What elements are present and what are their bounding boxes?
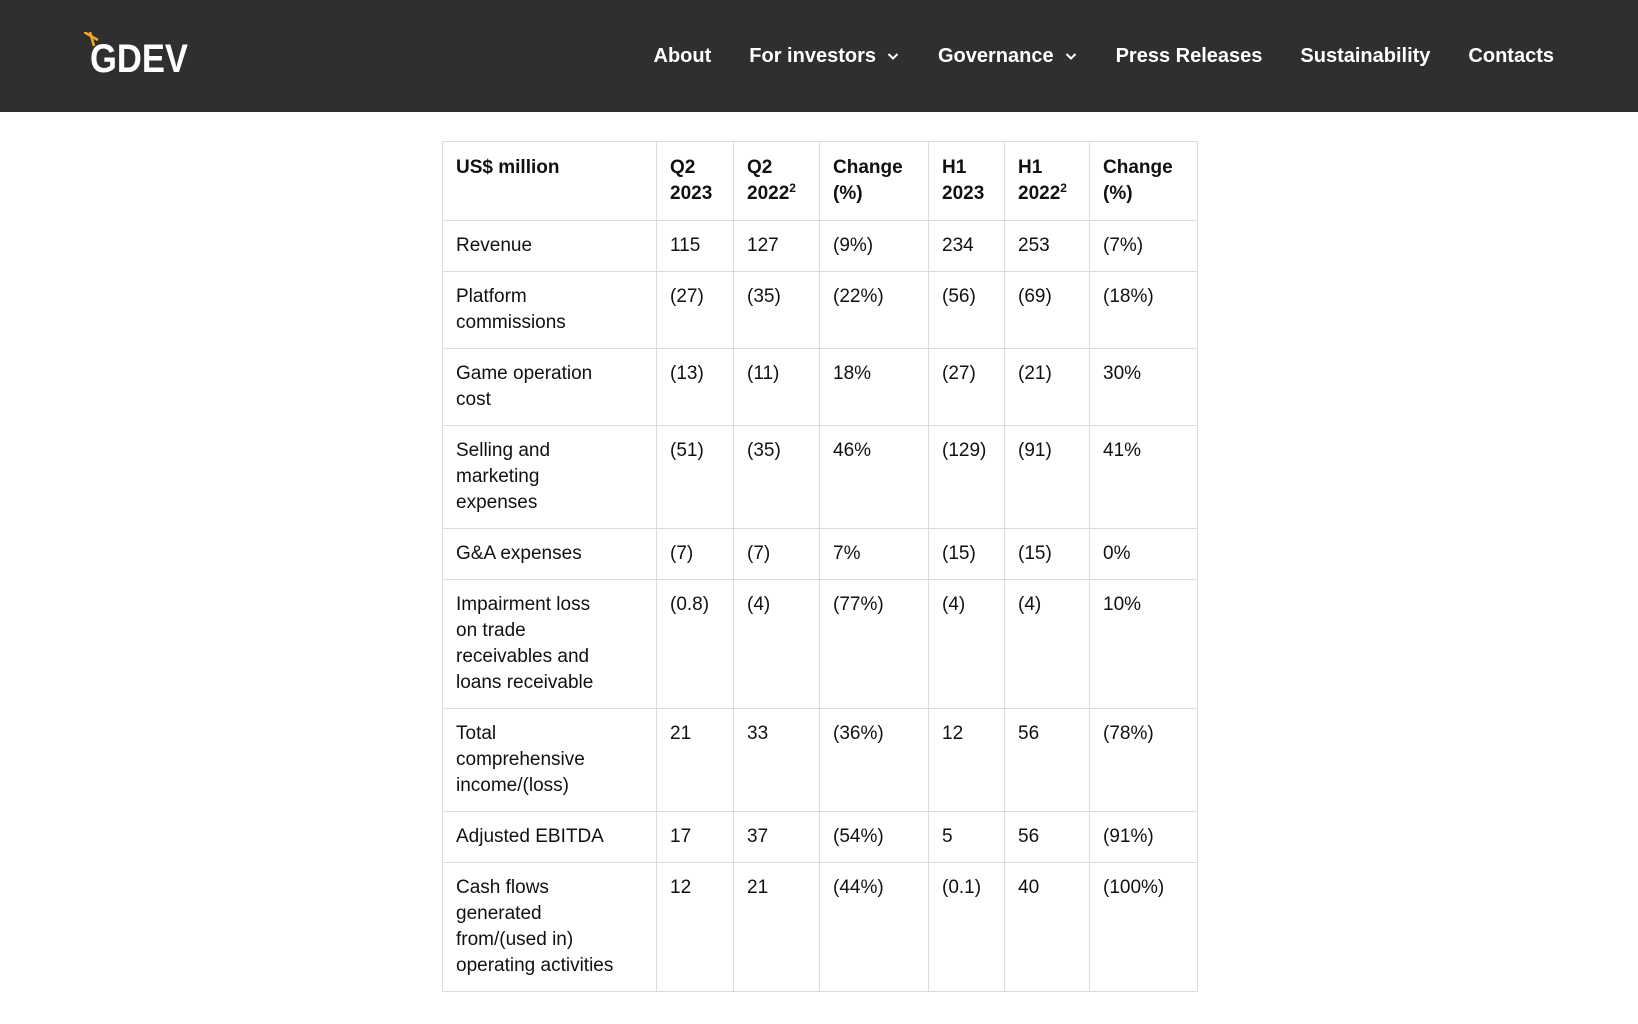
chevron-down-icon xyxy=(1064,49,1078,63)
value-cell: (18%) xyxy=(1090,272,1198,349)
row-label-line: loans receivable xyxy=(456,672,594,693)
value-cell: (44%) xyxy=(820,863,929,992)
nav-item-label: About xyxy=(653,44,712,67)
value-cell: 30% xyxy=(1090,349,1198,426)
value-cell: 12 xyxy=(929,709,1005,812)
row-label-line: cost xyxy=(456,389,491,410)
value-cell: 127 xyxy=(734,221,820,272)
value-cell: (4) xyxy=(734,580,820,709)
nav-item-governance[interactable] xyxy=(938,45,1078,68)
value-cell: (0.1) xyxy=(929,863,1005,992)
value-cell: (91) xyxy=(1005,426,1090,529)
value-cell: 10% xyxy=(1090,580,1198,709)
nav-item-contacts[interactable] xyxy=(1468,45,1554,68)
column-header xyxy=(929,142,1005,221)
table-row xyxy=(443,221,1198,272)
value-cell: (7) xyxy=(734,529,820,580)
value-cell: (77%) xyxy=(820,580,929,709)
table-header xyxy=(443,142,1198,221)
value-cell: (9%) xyxy=(820,221,929,272)
value-cell: (21) xyxy=(1005,349,1090,426)
nav-item-label: Governance xyxy=(937,44,1054,67)
value-cell: (27) xyxy=(657,272,734,349)
value-cell: 40 xyxy=(1005,863,1090,992)
row-label-cell xyxy=(443,709,657,812)
table-row xyxy=(443,529,1198,580)
row-label-line: Platform xyxy=(456,286,527,307)
column-header-line: 2023 xyxy=(670,183,713,204)
value-cell: (36%) xyxy=(820,709,929,812)
value-cell: 18% xyxy=(820,349,929,426)
value-cell: (129) xyxy=(929,426,1005,529)
value-cell: 17 xyxy=(657,812,734,863)
column-header xyxy=(1090,142,1198,221)
value-cell: (22%) xyxy=(820,272,929,349)
column-header-line: Q2 xyxy=(747,157,773,178)
row-label-line: Selling and xyxy=(456,440,551,461)
value-cell: 0% xyxy=(1090,529,1198,580)
value-cell: (35) xyxy=(734,426,820,529)
column-header-line: (%) xyxy=(1103,183,1133,204)
column-header-line: Q2 xyxy=(670,157,696,178)
column-header-line: H1 xyxy=(1018,157,1043,178)
value-cell: 5 xyxy=(929,812,1005,863)
row-label-line: income/(loss) xyxy=(456,775,569,796)
header-row xyxy=(443,142,1198,221)
financial-results-table xyxy=(442,141,1198,992)
row-label-cell xyxy=(443,580,657,709)
value-cell: 37 xyxy=(734,812,820,863)
value-cell: 234 xyxy=(929,221,1005,272)
row-label-line: Adjusted EBITDA xyxy=(456,826,604,847)
row-label-cell xyxy=(443,221,657,272)
value-cell: 7% xyxy=(820,529,929,580)
row-label-line: on trade xyxy=(456,620,526,641)
value-cell: (51) xyxy=(657,426,734,529)
value-cell: (15) xyxy=(929,529,1005,580)
column-header xyxy=(1005,142,1090,221)
site-header xyxy=(0,0,1638,112)
column-header-line: Change xyxy=(1103,157,1173,178)
value-cell: (4) xyxy=(929,580,1005,709)
value-cell: 12 xyxy=(657,863,734,992)
financial-table-container xyxy=(442,141,1198,992)
value-cell: (69) xyxy=(1005,272,1090,349)
column-header-line: 2023 xyxy=(942,183,985,204)
column-header xyxy=(443,142,657,221)
value-cell: 46% xyxy=(820,426,929,529)
row-label-line: generated xyxy=(456,903,542,924)
nav-item-label: Sustainability xyxy=(1300,44,1431,67)
nav-item-label: Contacts xyxy=(1468,44,1554,67)
row-label-cell xyxy=(443,349,657,426)
row-label-line: comprehensive xyxy=(456,749,585,770)
table-row xyxy=(443,272,1198,349)
column-header-line: US$ million xyxy=(456,157,560,178)
column-header xyxy=(657,142,734,221)
table-row xyxy=(443,426,1198,529)
row-label-cell xyxy=(443,812,657,863)
value-cell: (91%) xyxy=(1090,812,1198,863)
table-row xyxy=(443,863,1198,992)
table-row xyxy=(443,812,1198,863)
nav-item-label: Press Releases xyxy=(1115,44,1263,67)
table-row xyxy=(443,709,1198,812)
value-cell: (0.8) xyxy=(657,580,734,709)
row-label-line: commissions xyxy=(456,312,566,333)
row-label-line: Revenue xyxy=(456,235,533,256)
nav-item-press-releases[interactable] xyxy=(1116,45,1263,68)
column-header-line: (%) xyxy=(833,183,863,204)
nav-item-label: For investors xyxy=(749,44,876,67)
column-header-line: Change xyxy=(833,157,903,178)
value-cell: 56 xyxy=(1005,812,1090,863)
row-label-line: from/(used in) xyxy=(456,929,574,950)
gdev-logo[interactable] xyxy=(84,32,194,76)
row-label-cell xyxy=(443,426,657,529)
value-cell: 41% xyxy=(1090,426,1198,529)
column-header-line: 2022 xyxy=(1018,183,1061,204)
value-cell: 33 xyxy=(734,709,820,812)
value-cell: (27) xyxy=(929,349,1005,426)
row-label-line: G&A expenses xyxy=(456,543,582,564)
row-label-line: receivables and xyxy=(456,646,590,667)
value-cell: (7) xyxy=(657,529,734,580)
nav-item-for-investors[interactable] xyxy=(749,45,900,68)
table-body xyxy=(443,221,1198,992)
row-label-cell xyxy=(443,863,657,992)
row-label-cell xyxy=(443,272,657,349)
row-label-line: Game operation xyxy=(456,363,593,384)
row-label-line: operating activities xyxy=(456,955,614,976)
value-cell: (11) xyxy=(734,349,820,426)
nav-item-about[interactable] xyxy=(654,45,712,68)
footnote-marker: 2 xyxy=(789,181,796,195)
column-header-line: 2022 xyxy=(747,183,790,204)
column-header xyxy=(820,142,929,221)
value-cell: (13) xyxy=(657,349,734,426)
value-cell: (78%) xyxy=(1090,709,1198,812)
row-label-line: expenses xyxy=(456,492,538,513)
value-cell: (15) xyxy=(1005,529,1090,580)
footnote-marker: 2 xyxy=(1060,181,1067,195)
row-label-line: marketing xyxy=(456,466,540,487)
value-cell: (35) xyxy=(734,272,820,349)
value-cell: (56) xyxy=(929,272,1005,349)
logo-text: GDEV xyxy=(90,37,189,76)
row-label-line: Impairment loss xyxy=(456,594,591,615)
value-cell: (7%) xyxy=(1090,221,1198,272)
column-header-line: H1 xyxy=(942,157,967,178)
chevron-down-icon xyxy=(886,49,900,63)
value-cell: 253 xyxy=(1005,221,1090,272)
value-cell: (4) xyxy=(1005,580,1090,709)
table-row xyxy=(443,580,1198,709)
value-cell: 115 xyxy=(657,221,734,272)
nav-item-sustainability[interactable] xyxy=(1300,45,1430,68)
value-cell: 56 xyxy=(1005,709,1090,812)
row-label-cell xyxy=(443,529,657,580)
value-cell: 21 xyxy=(657,709,734,812)
row-label-line: Total xyxy=(456,723,497,744)
column-header xyxy=(734,142,820,221)
row-label-line: Cash flows xyxy=(456,877,549,898)
table-row xyxy=(443,349,1198,426)
value-cell: (100%) xyxy=(1090,863,1198,992)
main-nav xyxy=(654,0,1554,112)
value-cell: (54%) xyxy=(820,812,929,863)
value-cell: 21 xyxy=(734,863,820,992)
